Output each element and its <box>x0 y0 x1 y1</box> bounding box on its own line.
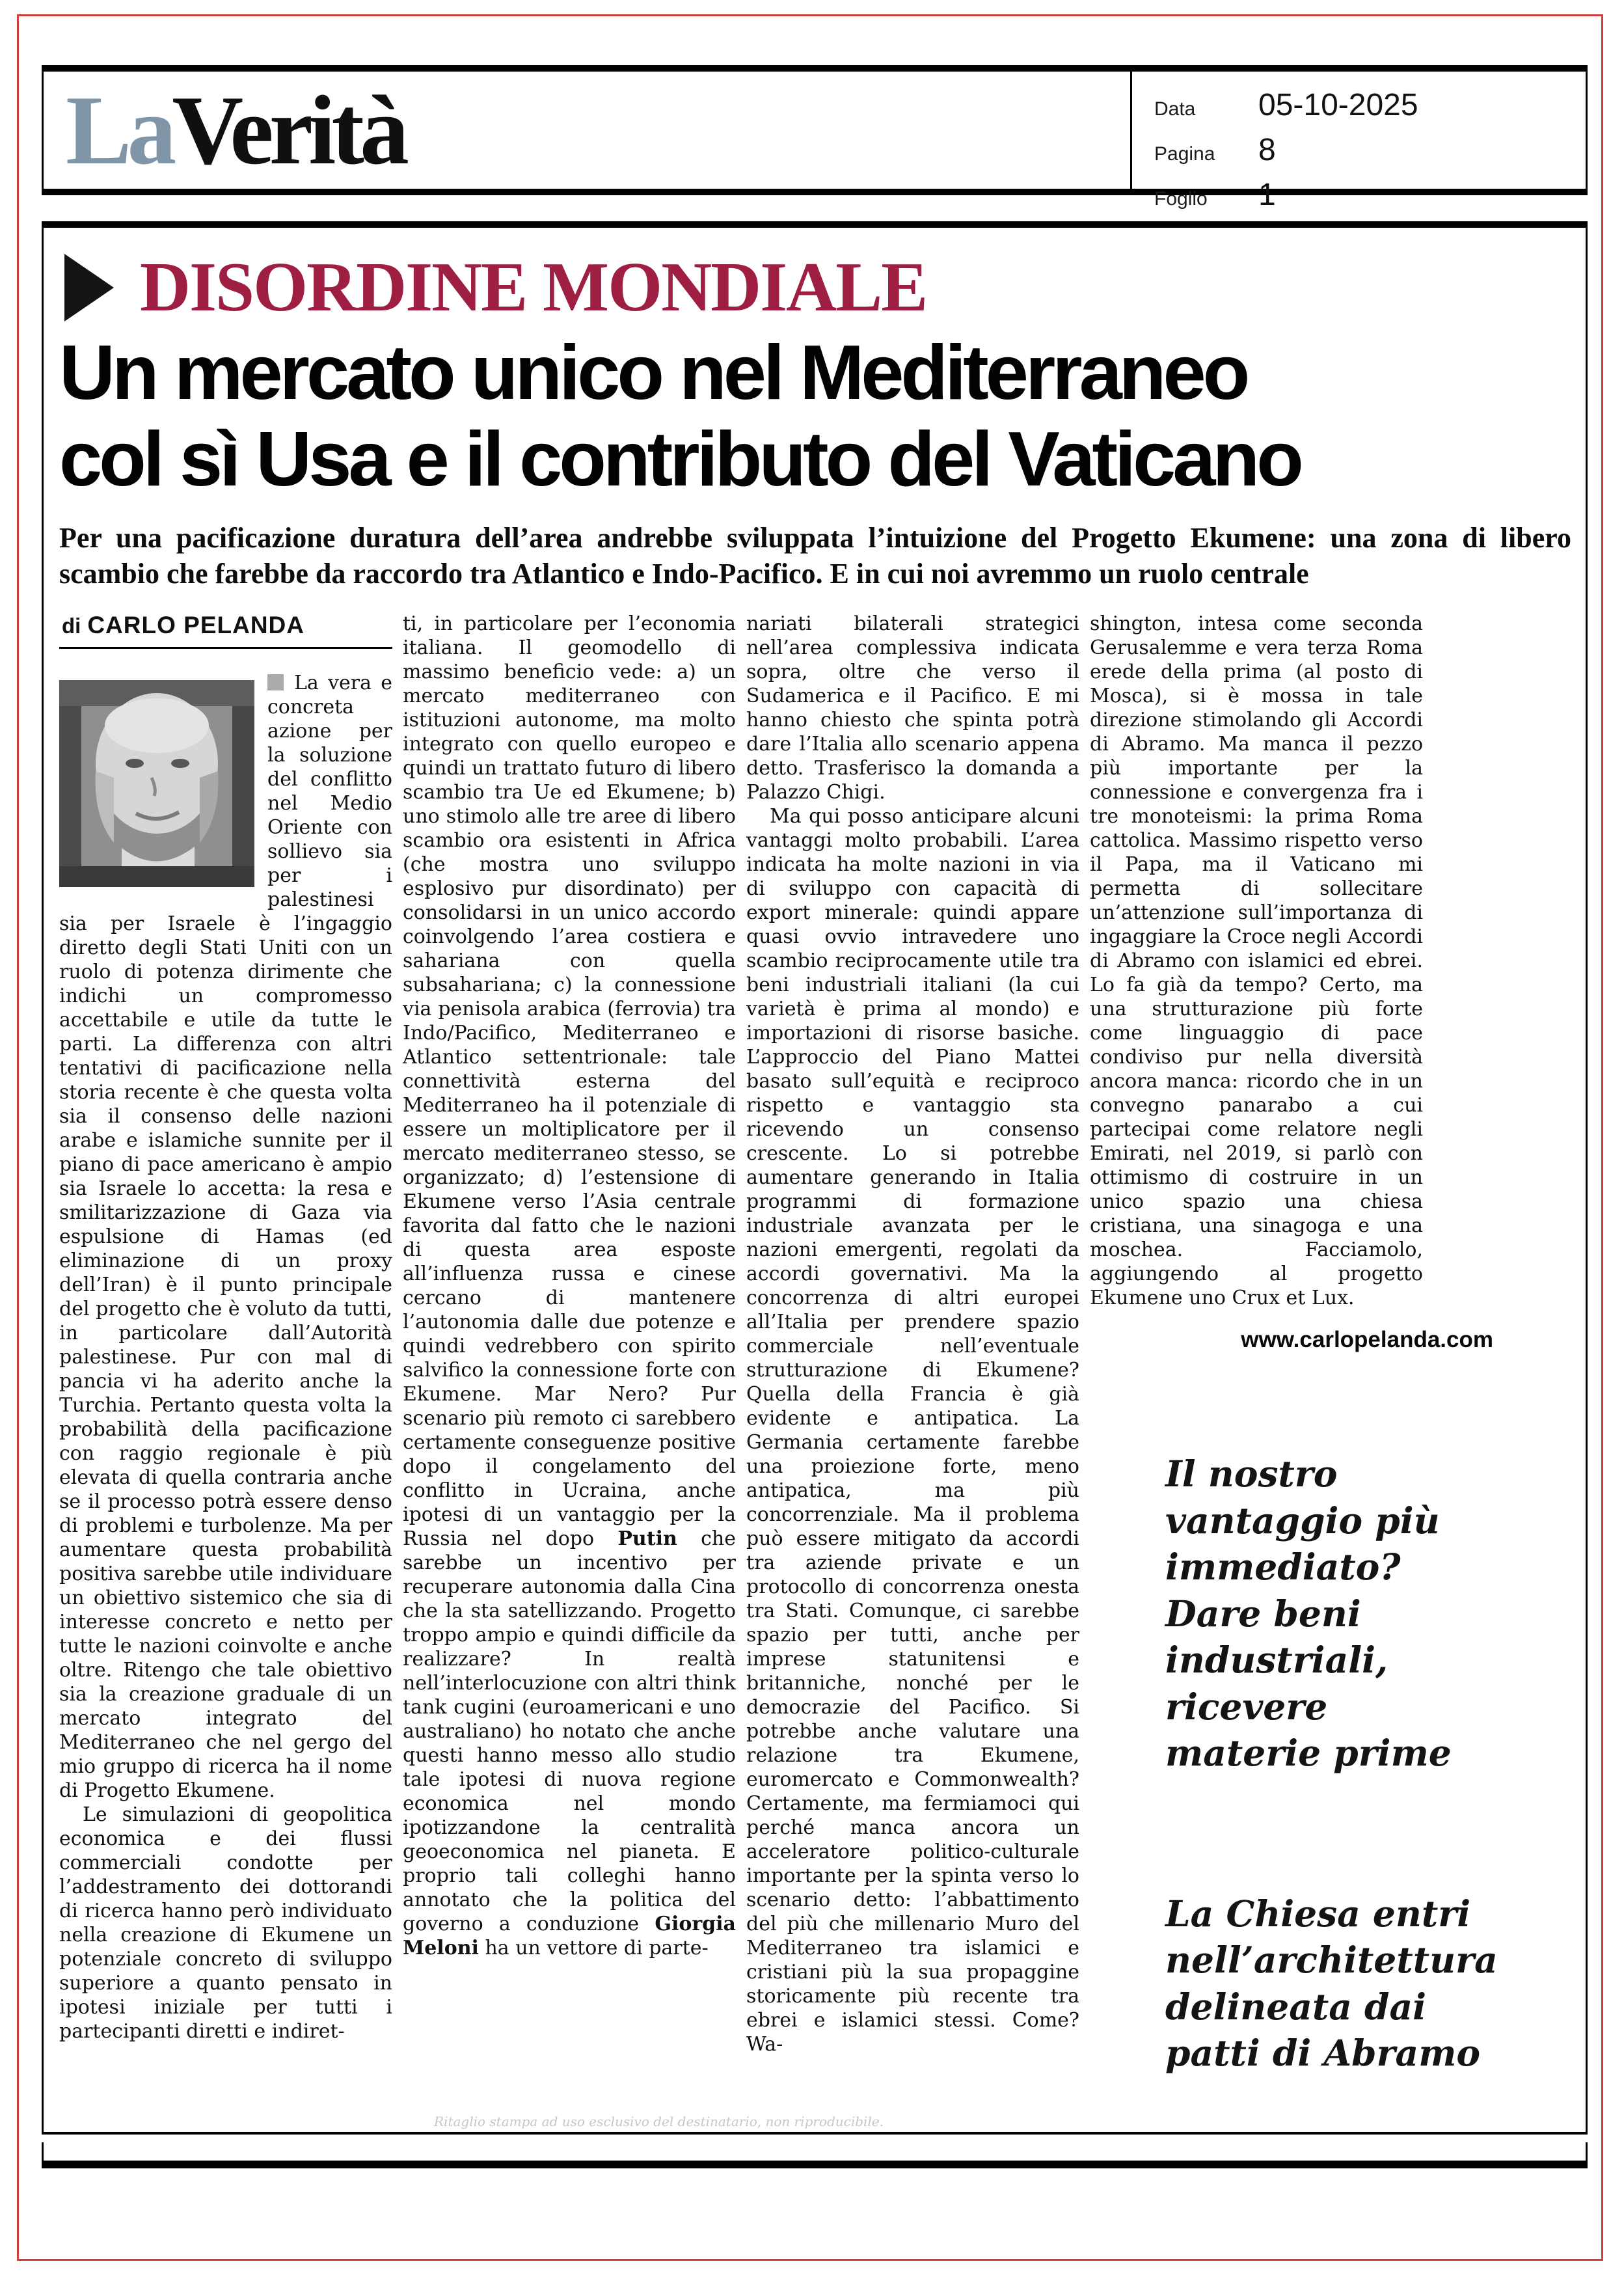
byline-prefix: di <box>62 614 81 638</box>
bold-run: Giorgia Meloni <box>403 1913 736 1960</box>
body-paragraph: nariati bilaterali strategici nell’area complessiva indicata sopra, oltre che verso il Sudamerica e il Pacifico. E mi hanno chiesto che spinta potrà dare l’Italia allo scenario appena detto. Trasferisco la domanda a Palazzo Chigi. <box>746 612 1079 804</box>
logo-verita: Verità <box>172 75 405 185</box>
column-4 <box>1090 612 1498 2077</box>
laverita-logo <box>66 75 405 185</box>
pull-quote-2: La Chiesa entri nell’architettura delineata dai patti di Abramo <box>1165 1892 1498 2075</box>
headline <box>59 329 1571 503</box>
byline <box>59 612 392 649</box>
column-2 <box>403 612 736 2077</box>
body-paragraph: Ma qui posso anticipare alcuni vantaggi molto probabili. L’area indicata ha molte nazioni in via di sviluppo con capacità di export minerale: quindi appare quasi ovvio intravedere uno scambio reciprocamente utile tra beni industriali italiani (la cui varietà è prima al mondo) e importazioni di risorse basiche. L’approccio del Piano Mattei basato sull’equità e reciproco rispetto e vantaggio sta ricevendo un consenso crescente. Lo si potrebbe aumentare generando in Italia programmi di formazione industriale avanzata per le nazioni emergenti, regolati da accordi governativi. Ma la concorrenza di altri europei all’Italia per prendere spazio commerciale nell’eventuale strutturazione di Ekumene? Quella della Francia è già evidente e antipatica. La Germania certamente farebbe una proiezione forte, meno antipatica, ma più concorrenziale. Ma il problema può essere mitigato da accordi tra aziende private e un protocollo di concorrenza onesta tra Stati. Comunque, ci sarebbe spazio per tutti, anche per imprese statunitensi e britanniche, nonché per le democrazie del Pacifico. Si potrebbe anche valutare una relazione tra Ekumene, euromercato e Commonwealth? Certamente, ma fermiamoci qui perché manca ancora un acceleratore politico-culturale importante per la spinta verso lo scenario detto: l’abbattimento del più che millenario Muro del Mediterraneo tra islamici e cristiani più la sua propaggine storicamente più recente tra ebrei e islamici stessi. Come? Wa- <box>746 805 1079 2056</box>
byline-name: CARLO PELANDA <box>87 612 304 639</box>
kicker-arrow-icon <box>64 254 114 321</box>
column-2-text <box>403 612 736 1960</box>
column-4-text <box>1090 612 1423 1310</box>
headline-line-1: Un mercato unico nel Mediterraneo <box>59 329 1247 416</box>
column-3 <box>746 612 1079 2077</box>
column-3-text <box>746 612 1079 2056</box>
kicker: DISORDINE MONDIALE <box>140 249 927 326</box>
standfirst: Per una pacificazione duratura dell’area andrebbe sviluppata l’intuizione del Progetto Ekumene: una zona di libero scambio che farebbe da raccordo tra Atlantico e Indo-Pacifico. E in cui noi avremmo un ruolo centrale <box>59 521 1571 590</box>
clipping-info-box <box>1130 72 1586 212</box>
body-paragraph: shington, intesa come seconda Gerusalemme e vera terza Roma erede della prima (al posto di Mosca), si è mossa in tale direzione stimolando gli Accordi di Abramo. Ma manca il pezzo più importante per la connessione e convergenza fra i tre monoteismi: la prima Roma cattolica. Massimo rispetto verso il Papa, ma il Vaticano mi permetta di sollecitare un’attenzione sull’importanza di ingaggiare la Croce negli Accordi di Abramo con islamici ed ebrei. Lo fa già da tempo? Certo, ma una strutturazione più forte come linguaggio di pace condiviso pur nella diversità ancora manca: ricordo che in un convegno panarabo a cui partecipai come relatore negli Emirati, nel 2019, si parlò con ottimismo di costruire in un unico spazio una chiesa cristiana, una sinagoga e una moschea. Facciamolo, aggiungendo al progetto Ekumene uno Crux et Lux. <box>1090 612 1423 1310</box>
headline-line-2: col sì Usa e il contributo del Vaticano <box>59 416 1301 503</box>
author-photo <box>59 680 254 887</box>
date-label: Data <box>1154 98 1196 120</box>
body-paragraph: La vera e concreta azione per la soluzione del conflitto nel Medio Oriente con sollievo sia per i palestinesi sia per Israele è l’ingaggio diretto degli Stati Uniti con un ruolo di potenza dirimente che indichi un compromesso accettabile e utile da tutte le parti. La differenza con altri tentativi di pacificazione nella storia recente è che questa volta sia il consenso delle nazioni arabe e islamiche sunnite per il piano di pace americano è ampio sia Israele lo accetta: la resa e smilitarizzazione di Gaza via espulsione di Hamas (ed eliminazione di un proxy dell’Iran) è il punto principale del progetto che è voluto da tutti, in particolare dall’Autorità palestinese. Pur con mal di pancia vi ha aderito anche la Turchia. Pertanto questa volta la probabilità della pacificazione con raggio regionale è più elevata di quella contraria anche se il processo potrà essere denso di problemi e turbolenze. Ma per aumentare questa probabilità positiva sarebbe utile individuare un obiettivo sistemico che sia di interesse concreto e netto per tutte le nazioni coinvolte e anche oltre. Ritengo che tale obiettivo sia la creazione graduale di un mercato integrato del Mediterraneo che nel gergo del mio gruppo di ricerca ha il nome di Progetto Ekumene. <box>59 672 392 1803</box>
author-photo-image <box>59 680 254 887</box>
body-columns <box>59 612 1571 2077</box>
kicker-row <box>64 249 1571 326</box>
pull-quote-1: Il nostro vantaggio più immediato? Dare beni industriali, ricevere materie prime <box>1165 1453 1452 1775</box>
paragraph-lead-square-icon <box>267 674 284 690</box>
date-value: 05-10-2025 <box>1258 88 1418 122</box>
sheet-value: 1 <box>1258 178 1276 212</box>
body-paragraph: Le simulazioni di geopolitica economica e dei flussi commerciali condotte per l’addestramento dei dottorandi di ricerca hanno però individuato nella creazione di Ekumene un potenziale concreto di sviluppo superiore a quanto pensato in ipotesi iniziale per tutti i partecipanti diretti e indiret- <box>59 1803 392 2043</box>
logo-area <box>44 72 1130 189</box>
info-row-sheet <box>1154 177 1566 213</box>
author-website: www.carlopelanda.com <box>1241 1327 1493 1353</box>
footer-strip <box>42 2142 1588 2168</box>
article-box <box>42 221 1588 2135</box>
info-row-date <box>1154 87 1566 123</box>
masthead <box>42 65 1588 212</box>
column-1 <box>59 612 392 2077</box>
page-value: 8 <box>1258 133 1276 167</box>
logo-la: La <box>66 75 172 185</box>
info-row-page <box>1154 132 1566 168</box>
sheet-label: Foglio <box>1154 188 1208 210</box>
page-label: Pagina <box>1154 143 1215 165</box>
body-paragraph: ti, in particolare per l’economia italiana. Il geomodello di massimo beneficio vede: a) un mercato mediterraneo con istituzioni autonome, ma molto integrato con quello europeo e quindi un trattato futuro di libero scambio tra Ue ed Ekumene; b) uno stimolo alle tre aree di libero scambio ora esistenti in Africa (che mostra uno sviluppo esplosivo pur disordinato) per consolidarsi in un unico accordo coinvolgendo l’area costiera e sahariana con quella subsahariana; c) la connessione via penisola arabica (ferrovia) tra Indo/Pacifico, Mediterraneo e Atlantico settentrionale: tale connettività esterna del Mediterraneo ha il potenziale di essere un moltiplicatore per il mercato mediterraneo stesso, se organizzato; d) l’estensione di Ekumene verso l’Asia centrale favorita dal fatto che le nazioni di questa area esposte all’influenza russa e cinese cercano di mantenere l’autonomia dalle due potenze e quindi vedrebbero con spirito salvifico la connessione forte con Ekumene. Mar Nero? Pur scenario più remoto ci sarebbero certamente conseguenze positive dopo il congelamento del conflitto in Ucraina, anche ipotesi di un vantaggio per la Russia nel dopo Putin che sarebbe un incentivo per recuperare autonomia dalla Cina che la sta satellizzando. Progetto troppo ampio e quindi difficile da realizzare? In realtà nell’interlocuzione con altri think tank cugini (euroamericani e uno australiano) ho notato che anche questi hanno messo allo studio tale ipotesi di nuova regione economica nel mondo ipotizzandone la centralità geoeconomica nel pianeta. E proprio tali colleghi hanno annotato che la politica del governo a conduzione Giorgia Meloni ha un vettore di parte- <box>403 612 736 1960</box>
bold-run: Putin <box>617 1527 677 1551</box>
clipping-note: Ritaglio stampa ad uso esclusivo del destinatario, non riproducibile. <box>434 2114 884 2129</box>
